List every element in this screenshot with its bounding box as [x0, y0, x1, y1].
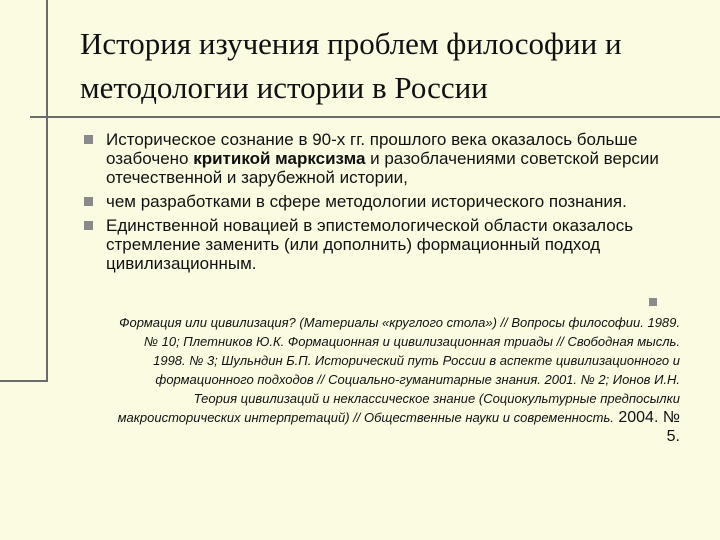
bullet-text-bold: критикой марксизма	[193, 149, 366, 168]
bullet-text: чем разработками в сфере методологии исторического познания.	[106, 192, 627, 211]
square-bullet-icon	[84, 221, 93, 230]
bullet-text: Единственной новацией в эпистемологической области оказалось стремление заменить (или дополнить) формационный подход цивилизационным.	[106, 216, 634, 273]
left-vertical-rule	[46, 0, 48, 382]
reference-note	[110, 313, 680, 446]
title-underline-rule	[30, 116, 720, 118]
bullet-text-post: и разоблачениями советской версии отечественной и зарубежной истории,	[106, 149, 659, 187]
bullet-item	[84, 130, 694, 187]
square-bullet-icon	[649, 298, 657, 306]
bullet-item	[84, 192, 694, 211]
left-horizontal-rule	[0, 380, 48, 382]
reference-text: Формация или цивилизация? (Материалы «круглого стола») // Вопросы философии. 1989. № 10; Плетников Ю.К. Формационная и цивилизационная триады // Свободная мысль. 1998. № 3; Шульндин Б.П. Исторический путь России в аспекте цивилизационного и формационного подходов // Социально-гуманитарные знания. 2001. № 2; Ионов И.Н. Теория цивилизаций и неклассическое знание (Социокультурные предпосылки макроисторических интерпретаций) // Общественные науки и современность.	[117, 315, 680, 425]
slide-title	[80, 22, 700, 110]
square-bullet-icon	[84, 197, 93, 206]
bullet-list	[84, 130, 694, 273]
bullet-item	[84, 216, 694, 273]
reference-tail: 2004. № 5.	[613, 409, 680, 445]
slide-title-line-1: История изучения проблем философии и	[80, 26, 622, 61]
square-bullet-icon	[84, 135, 93, 144]
bullet-text-pre: Историческое сознание в 90-х гг. прошлого века оказалось больше озабочено	[106, 130, 638, 168]
slide-title-line-2: методологии истории в России	[80, 70, 488, 105]
